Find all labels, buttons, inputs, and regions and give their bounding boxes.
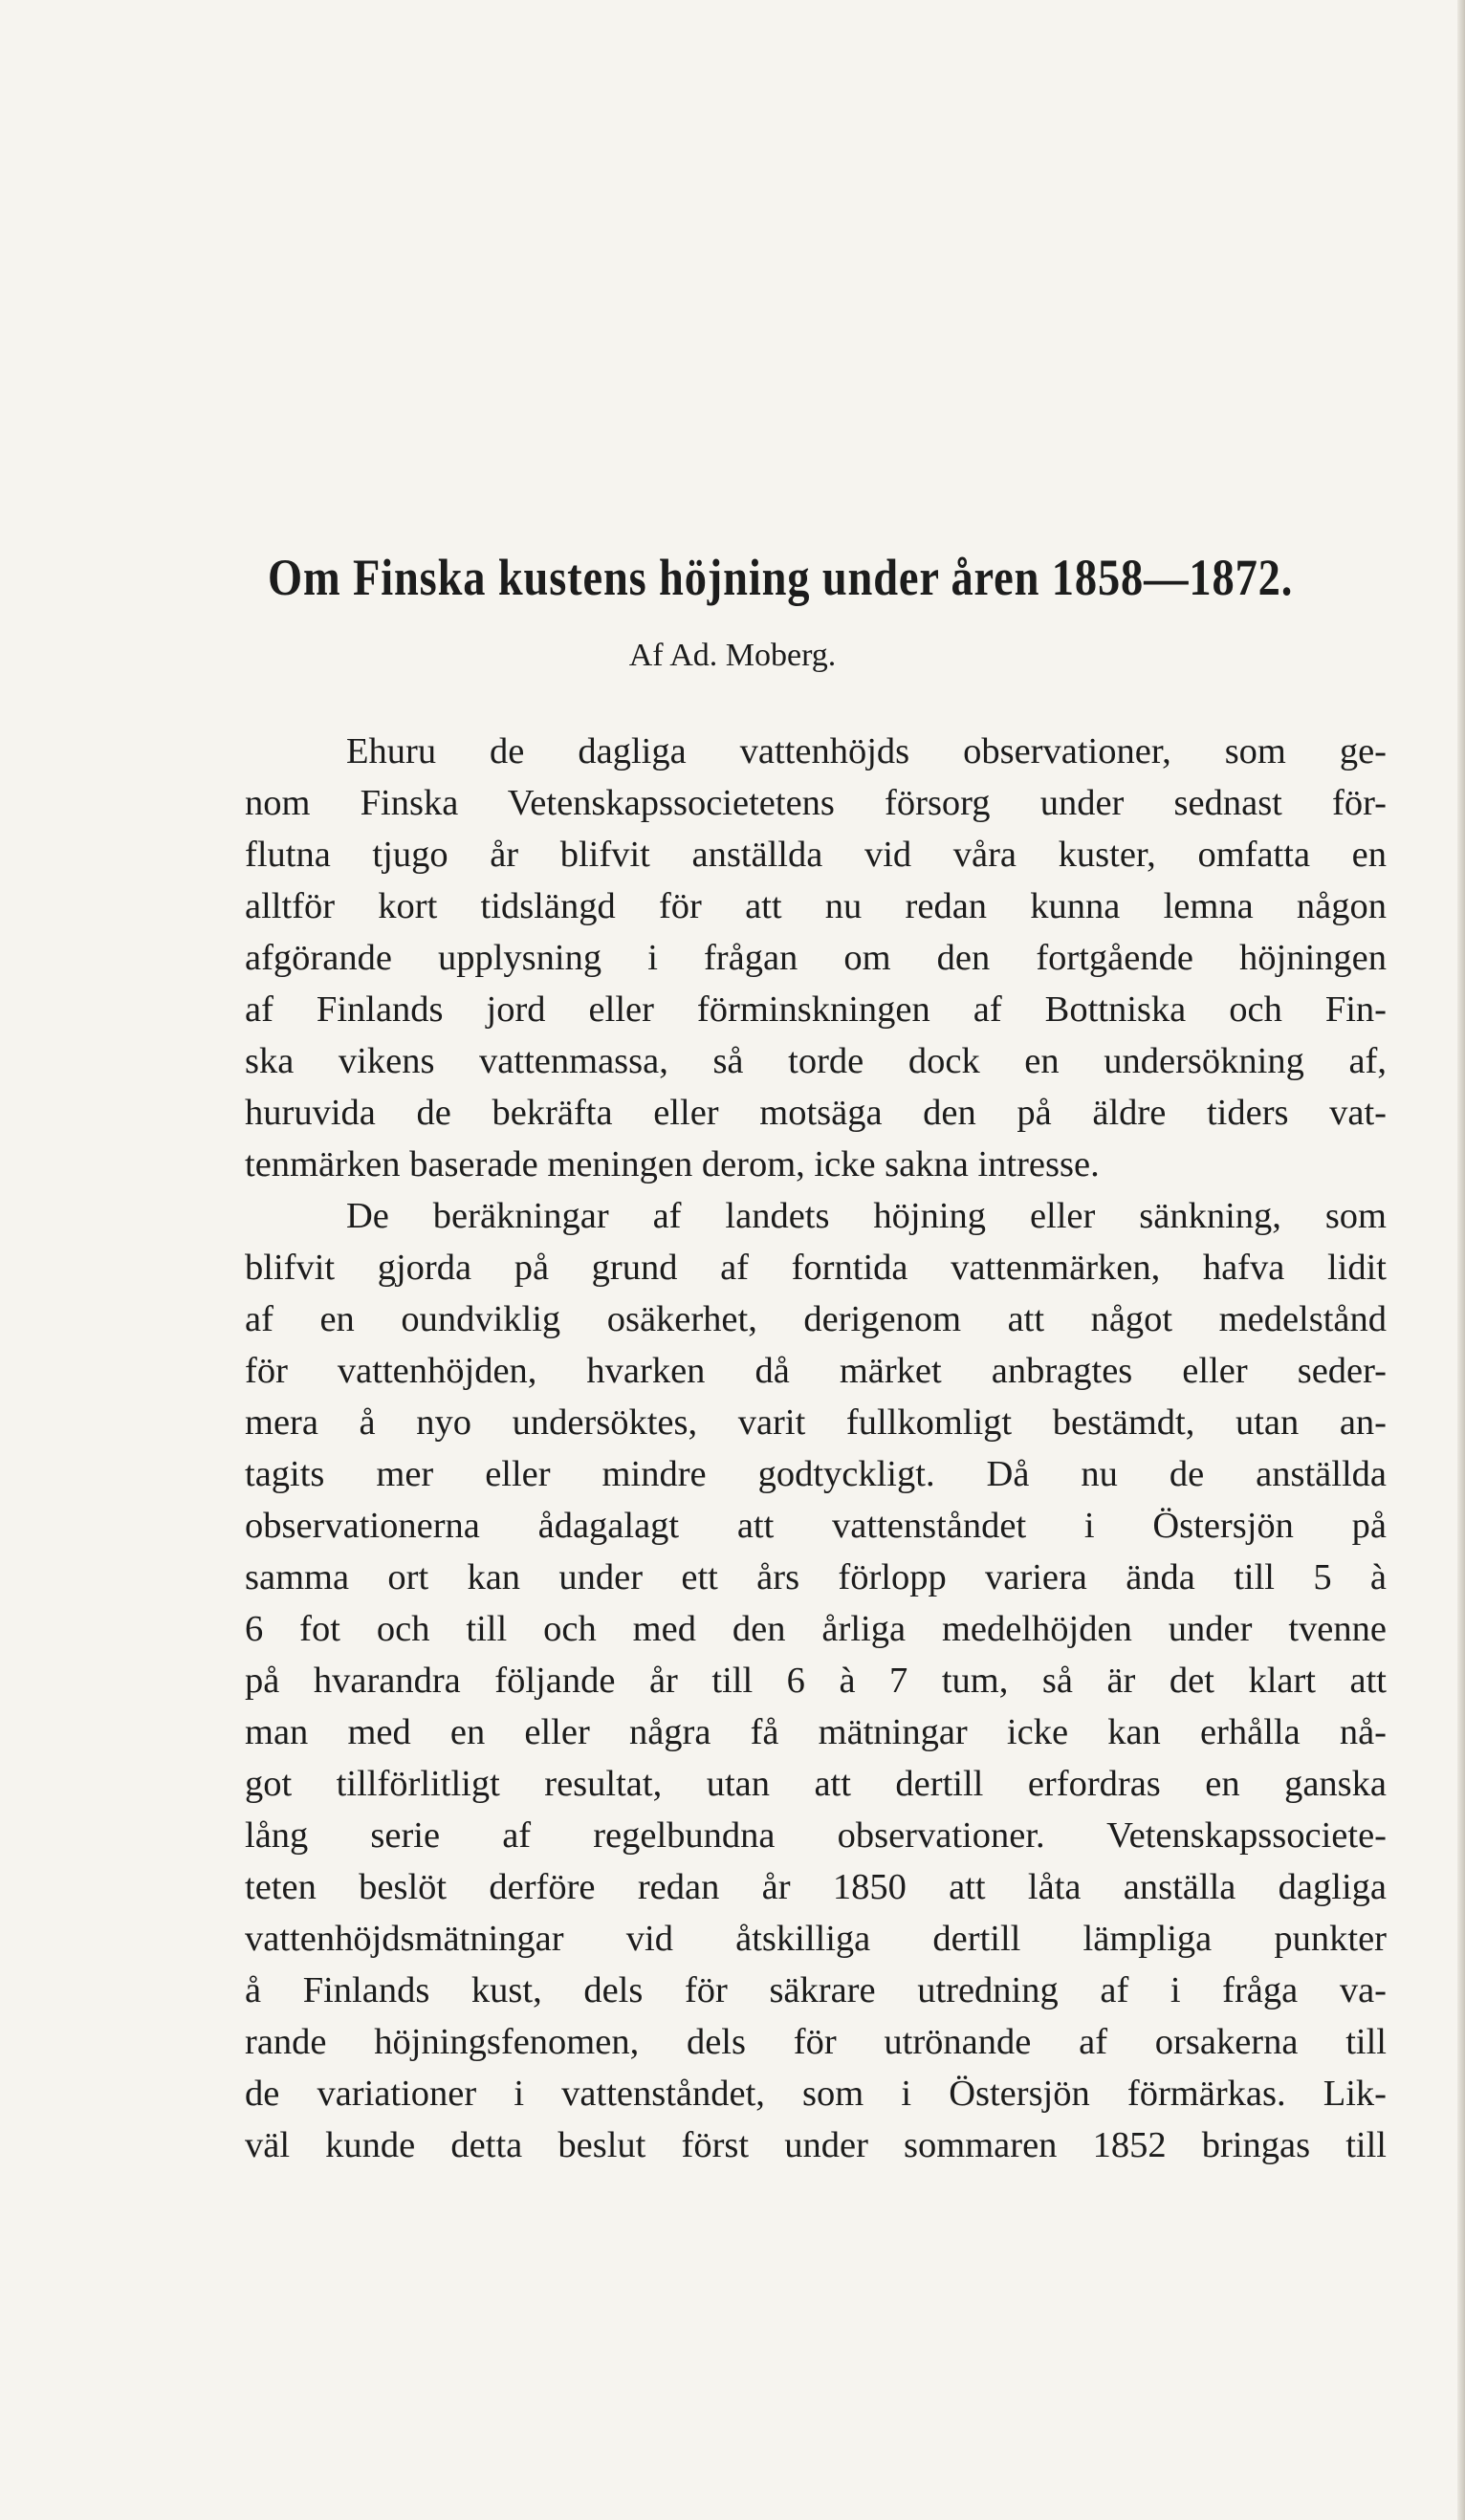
body-line: ska vikens vattenmassa, så torde dock en undersökning af, xyxy=(245,1041,1387,1081)
article-title: Om Finska kustens höjning under åren 1858—1872. xyxy=(268,549,1294,606)
page-edge xyxy=(1457,0,1465,2520)
body-line: på hvarandra följande år till 6 à 7 tum, så är det klart att xyxy=(245,1661,1387,1701)
body-line: vattenhöjdsmätningar vid åtskilliga dertill lämpliga punkter xyxy=(245,1919,1387,1959)
body-line: af Finlands jord eller förminskningen af Bottniska och Fin- xyxy=(245,989,1387,1030)
body-line: alltför kort tidslängd för att nu redan kunna lemna någon xyxy=(245,886,1387,926)
body-line: Ehuru de dagliga vattenhöjds observationer, som ge- xyxy=(346,731,1387,771)
body-line: tagits mer eller mindre godtyckligt. Då nu de anställda xyxy=(245,1454,1387,1494)
body-line: de variationer i vattenståndet, som i Östersjön förmärkas. Lik- xyxy=(245,2074,1387,2114)
body-line: af en oundviklig osäkerhet, derigenom att något medelstånd xyxy=(245,1299,1387,1339)
body-line: afgörande upplysning i frågan om den fortgående höjningen xyxy=(245,938,1387,978)
body-line: väl kunde detta beslut först under sommaren 1852 bringas till xyxy=(245,2125,1387,2165)
body-line: blifvit gjorda på grund af forntida vattenmärken, hafva lidit xyxy=(245,1248,1387,1288)
author-byline: Af Ad. Moberg. xyxy=(628,638,837,673)
body-line: rande höjningsfenomen, dels för utrönande af orsakerna till xyxy=(245,2022,1387,2062)
body-line: mera å nyo undersöktes, varit fullkomligt bestämdt, utan an- xyxy=(245,1402,1387,1443)
body-line: för vattenhöjden, hvarken då märket anbragtes eller seder- xyxy=(245,1351,1387,1391)
body-line: huruvida de bekräfta eller motsäga den på äldre tiders vat- xyxy=(245,1093,1387,1133)
body-line: å Finlands kust, dels för säkrare utredning af i fråga va- xyxy=(245,1970,1387,2010)
body-line: lång serie af regelbundna observationer. Vetenskapssociete- xyxy=(245,1815,1387,1856)
body-line: observationerna ådagalagt att vattenståndet i Östersjön på xyxy=(245,1506,1387,1546)
body-line: nom Finska Vetenskapssocietetens försorg under sednast för- xyxy=(245,783,1387,823)
body-line: flutna tjugo år blifvit anställda vid våra kuster, omfatta en xyxy=(245,835,1387,875)
body-line: tenmärken baserade meningen derom, icke sakna intresse. xyxy=(245,1144,1100,1184)
body-line: 6 fot och till och med den årliga medelhöjden under tvenne xyxy=(245,1609,1387,1649)
body-line: teten beslöt derföre redan år 1850 att låta anställa dagliga xyxy=(245,1867,1387,1907)
body-line: De beräkningar af landets höjning eller sänkning, som xyxy=(346,1196,1387,1236)
body-line: samma ort kan under ett års förlopp variera ända till 5 à xyxy=(245,1557,1387,1597)
body-line: man med en eller några få mätningar icke kan erhålla nå- xyxy=(245,1712,1387,1752)
body-line: got tillförlitligt resultat, utan att dertill erfordras en ganska xyxy=(245,1764,1387,1804)
